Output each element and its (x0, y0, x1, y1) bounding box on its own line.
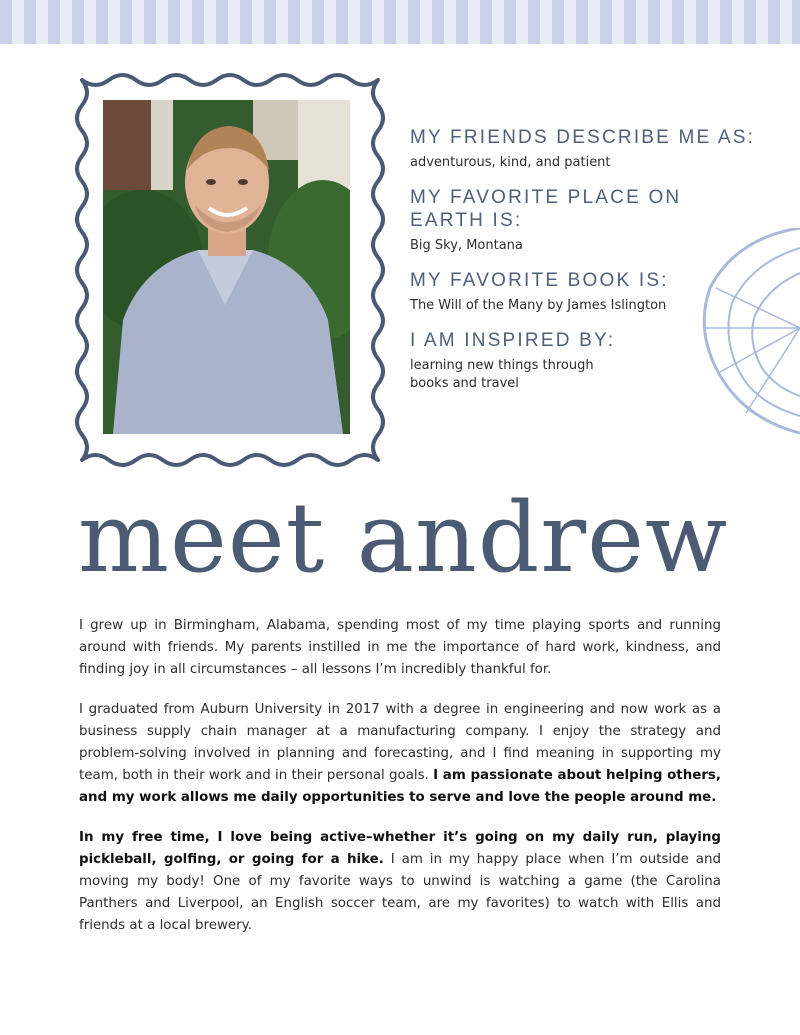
bio-text-plain: I am in my happy place when I’m outside and moving my body! One of my favorite ways to unwind is watching a game (the Carolina Panthers and Liverpool, an English soccer team, are my favorites) to watch with Ellis and friends at a local brewery. (79, 852, 721, 933)
scallop-shell-icon (696, 228, 800, 438)
fact-answer: The Will of the Many by James Islington (410, 298, 667, 313)
fact-question: MY FRIENDS DESCRIBE ME AS: (410, 127, 756, 148)
striped-header-band (0, 0, 800, 44)
fact-question: MY FAVORITE PLACE ON EARTH IS: (410, 187, 682, 231)
fact-question: MY FAVORITE BOOK IS: (410, 270, 669, 291)
bio-text-plain: I graduated from Auburn University in 2017 with a degree in engineering and now work as a business supply chain manager at a manufacturing company. I enjoy the strategy and problem-solving involved in planning and forecasting, and I find meaning in supporting my team, both in their work and in their personal goals. (79, 702, 721, 783)
fact-answer: Big Sky, Montana (410, 238, 523, 253)
bio-paragraph (79, 827, 721, 937)
page-title: meet andrew (78, 482, 729, 594)
bio-text-bold: I am passionate about helping others, and my work allows me daily opportunities to serve and love the people around me. (79, 768, 721, 805)
portrait-photo (103, 100, 350, 434)
fact-answer: adventurous, kind, and patient (410, 155, 611, 170)
fact-answer: learning new things through books and travel (410, 358, 594, 391)
fact-question: I AM INSPIRED BY: (410, 330, 616, 351)
bio-text (79, 615, 721, 955)
bio-paragraph (79, 699, 721, 809)
bio-text-bold: In my free time, I love being active–whether it’s going on my daily run, playing pickleball, golfing, or going for a hike. (79, 830, 721, 867)
bio-paragraph: I grew up in Birmingham, Alabama, spending most of my time playing sports and running around with friends. My parents instilled in me the importance of hard work, kindness, and finding joy in all circumstances – all lessons I’m incredibly thankful for. (79, 618, 721, 677)
scallop-shell-decoration (696, 228, 800, 443)
